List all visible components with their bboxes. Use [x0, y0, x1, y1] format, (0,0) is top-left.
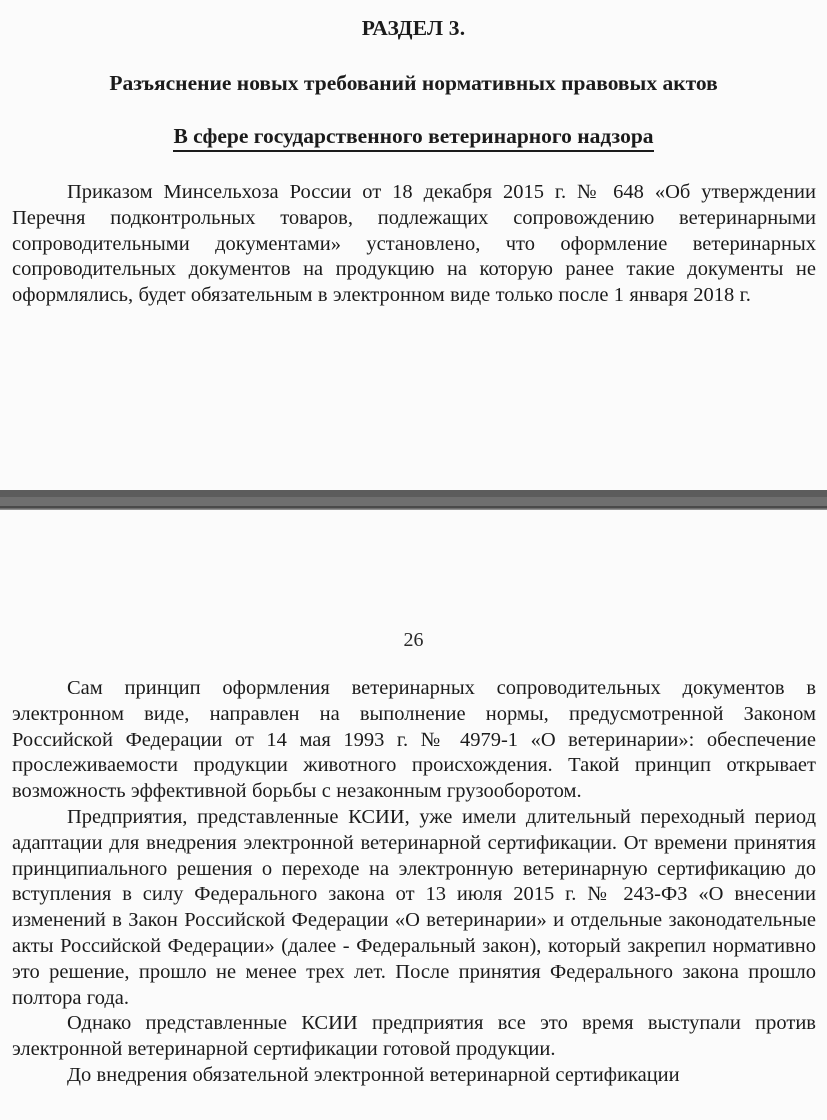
- scan-page-two: [0, 510, 827, 1120]
- page-two-body: [0, 650, 827, 1089]
- paragraph: Сам принцип оформления ветеринарных сопроводительных документов в электронном виде, направлен на выполнение нормы, предусмотренной Законом Российской Федерации от 14 мая 1993 г. № 4979-1 «О ветеринарии»: обеспечение прослеживаемости продукции животного происхождения. Такой принцип открывает возможность эффективной борьбы с незаконным грузооборотом.: [12, 677, 816, 803]
- page-one-body: [0, 152, 827, 309]
- paragraph: Однако представленные КСИИ предприятия все это время выступали против электронной ветеринарной сертификации готовой продукции.: [12, 1012, 816, 1061]
- separator-band-middle: [0, 497, 827, 506]
- section-heading: В сфере государственного ветеринарного надзора: [173, 124, 653, 152]
- page-number: 26: [403, 629, 424, 651]
- paragraph: Приказом Минсельхоза России от 18 декабря 2015 г. № 648 «Об утверждении Перечня подконтрольных товаров, подлежащих сопровождению ветеринарными сопроводительными документами» установлено, что оформление ветеринарных сопроводительных документов на продукцию на которую ранее такие документы не оформлялись, будет обязательным в электронном виде только после 1 января 2018 г.: [12, 181, 816, 307]
- scan-page-one: [0, 0, 827, 490]
- paragraph: Предприятия, представленные КСИИ, уже имели длительный переходный период адаптации для внедрения электронной ветеринарной сертификации. От времени принятия принципиального решения о переходе на электронную ветеринарную сертификацию до вступления в силу Федерального закона от 13 июля 2015 г. № 243-ФЗ «О внесении изменений в Закон Российской Федерации «О ветеринарии» и отдельные законодательные акты Российской Федерации» (далее - Федеральный закон), который закрепил нормативно это решение, прошло не менее трех лет. После принятия Федерального закона прошло полтора года.: [12, 805, 816, 1009]
- page-separator: [0, 490, 827, 510]
- separator-band-line: [0, 506, 827, 508]
- page-title: РАЗДЕЛ 3.: [361, 16, 466, 40]
- page-subtitle: Разъяснение новых требований нормативных правовых актов: [109, 70, 718, 95]
- section-heading-container: [0, 95, 827, 152]
- paragraph: До внедрения обязательной электронной ветеринарной сертификации: [67, 1063, 680, 1086]
- separator-band-top: [0, 490, 827, 497]
